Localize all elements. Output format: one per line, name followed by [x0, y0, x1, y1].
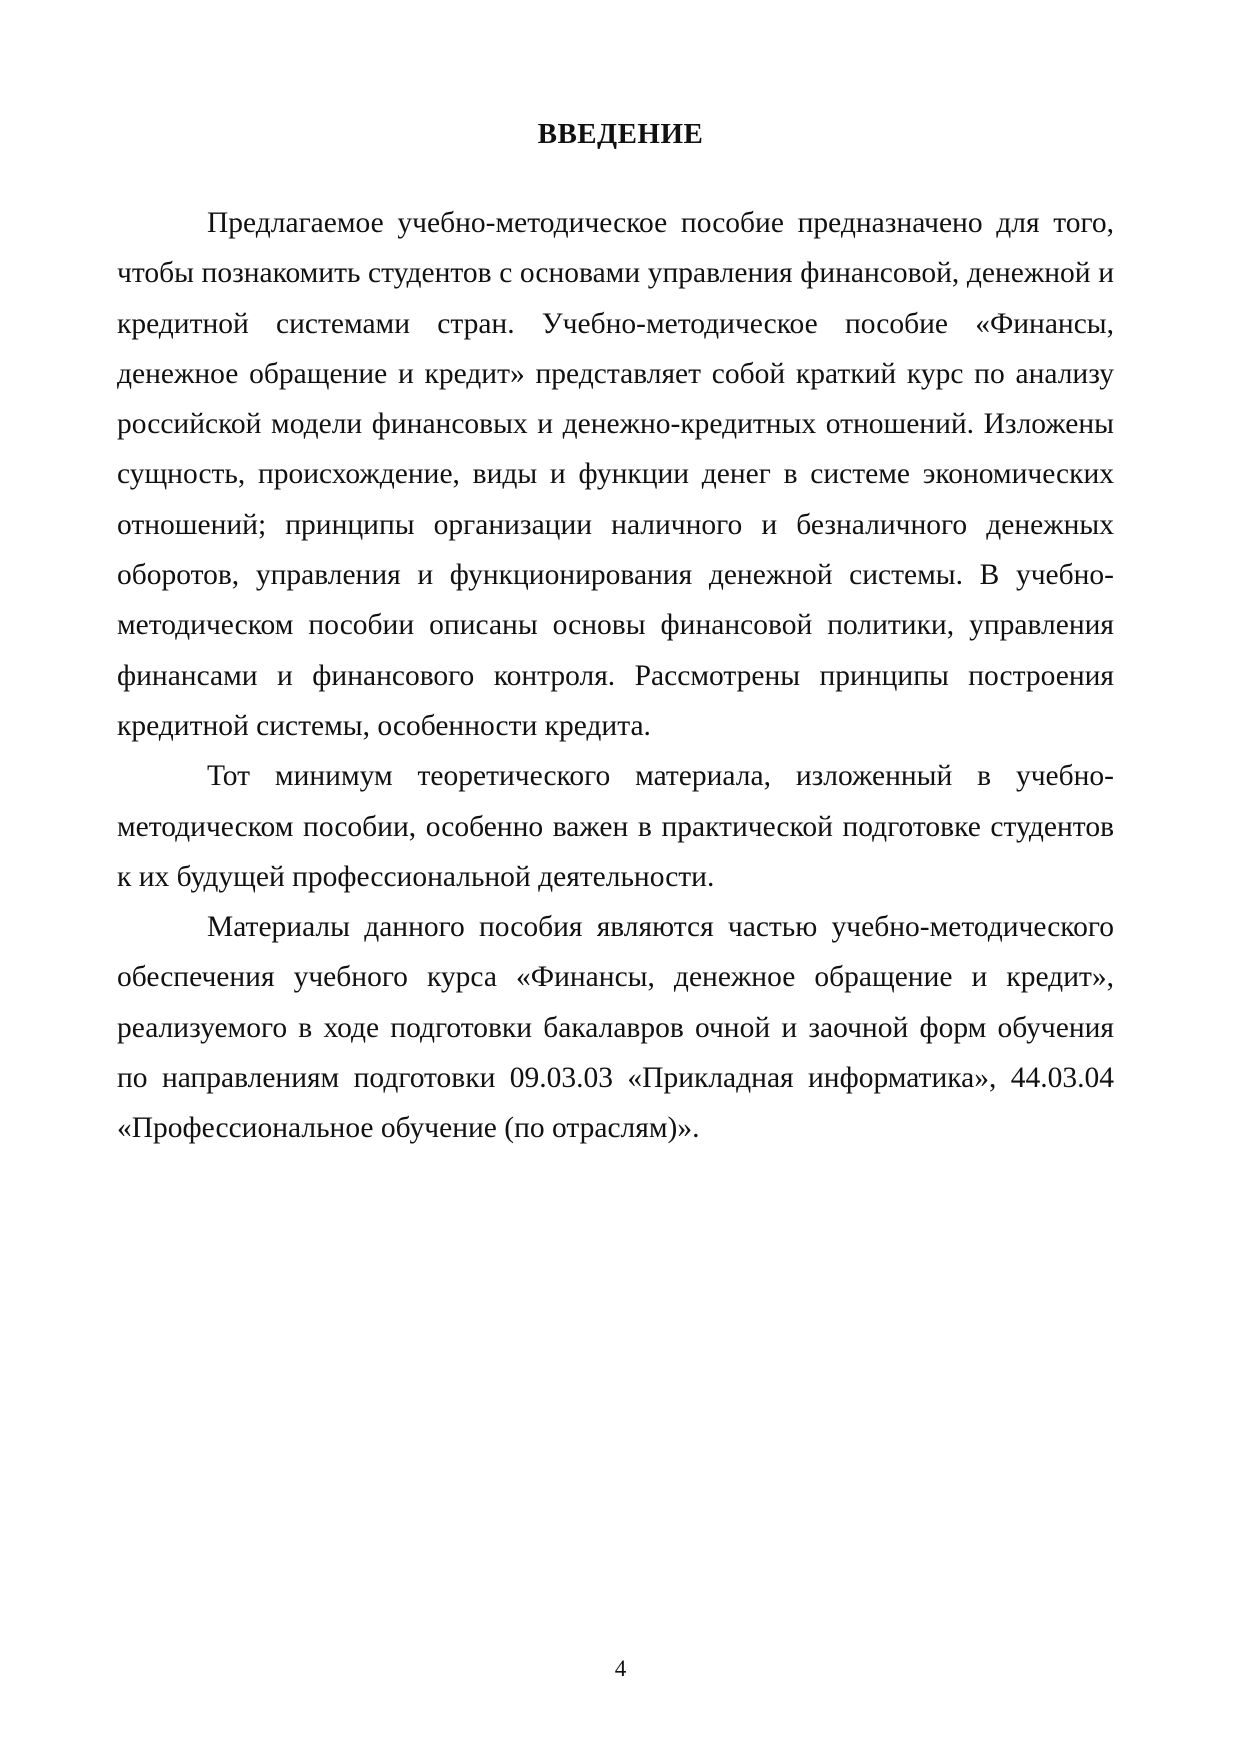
page-number: 4 — [614, 1656, 627, 1681]
paragraph-theory-minimum: Тот минимум теоретического материала, изложенный в учебно-методическом пособии, особенно важен в практической подготовке студентов к их будущей профессиональной деятельности. — [117, 760, 1114, 893]
paragraph-course-materials: Материалы данного пособия являются частью учебно-методического обеспечения учебного курса «Финансы, денежное обращение и кредит», реализуемого в ходе подготовки бакалавров очной и заочной форм обучения по направлениям подготовки 09.03.03 «Прикладная информатика», 44.03.04 «Профессиональное обучение (по отраслям)». — [117, 911, 1114, 1145]
page-title: ВВЕДЕНИЕ — [537, 118, 704, 150]
paragraph-introduction: Предлагаемое учебно-методическое пособие предназначено для того, чтобы познакомить студентов с основами управления финансовой, денежной и кредитной системами стран. Учебно-методическое пособие «Финансы, денежное обращение и кредит» представляет собой краткий курс по анализу российской модели финансовых и денежно-кредитных отношений. Изложены сущность, происхождение, виды и функции денег в системе экономических отношений; принципы организации наличного и безналичного денежных оборотов, управления и функционирования денежной системы. В учебно-методическом пособии описаны основы финансовой политики, управления финансами и финансового контроля. Рассмотрены принципы построения кредитной системы, особенности кредита. — [117, 207, 1114, 742]
body-text — [117, 198, 1114, 1154]
